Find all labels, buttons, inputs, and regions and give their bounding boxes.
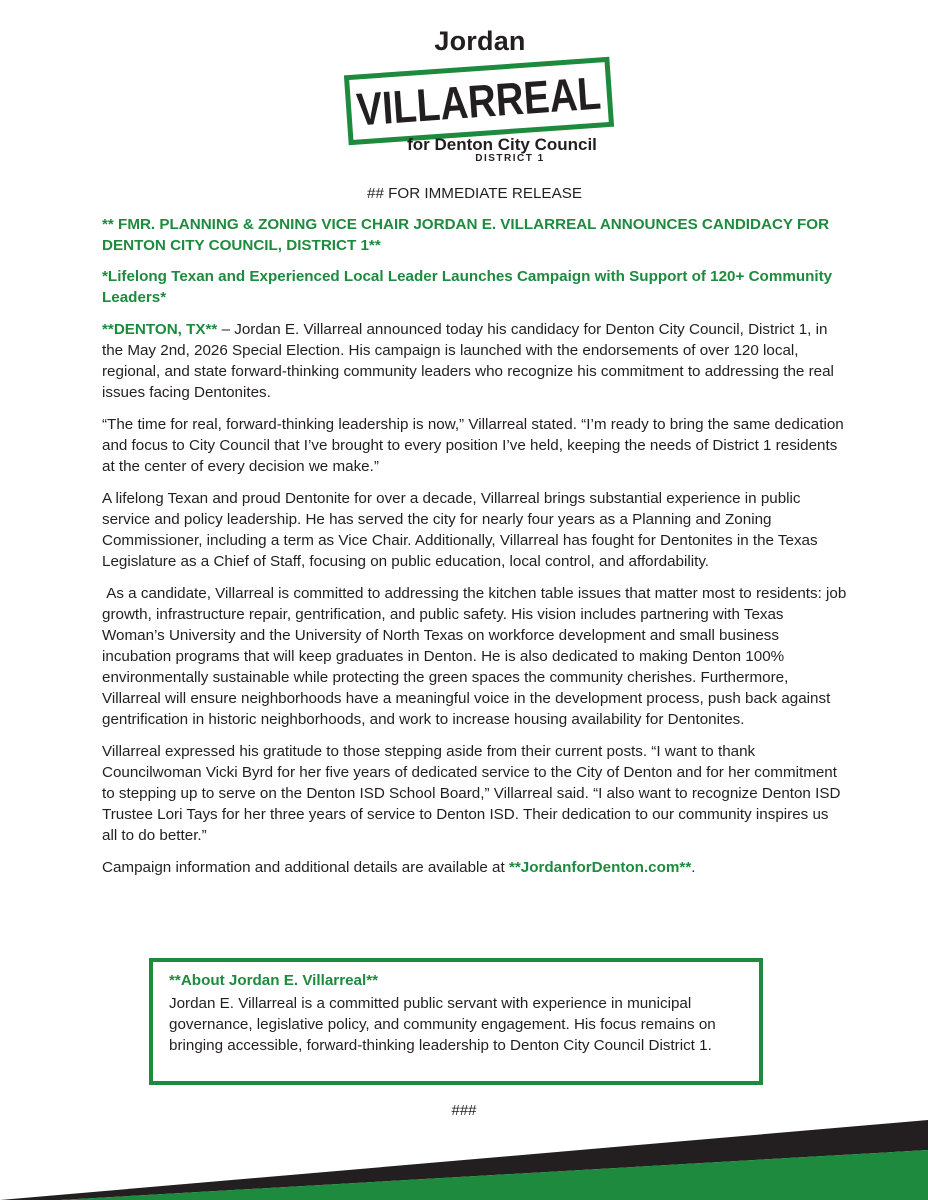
paragraph-1 xyxy=(102,319,847,403)
paragraph-4: As a candidate, Villarreal is committed to addressing the kitchen table issues that matter most to residents: job growth, infrastructure repair, gentrification, and public safety. His vision includes partnering with Texas Woman’s University and the University of North Texas on workforce development and small business incubation programs that will keep graduates in Denton. He is also dedicated to making Denton 100% environmentally sustainable while protecting the green spaces the community cherishes. Furthermore, Villarreal will ensure neighborhoods have a meaningful voice in the development process, push back against gentrification in historic neighborhoods, and work to increase housing availability for Dentonites. xyxy=(102,585,851,728)
logo-first-name: Jordan xyxy=(434,26,526,56)
footer-stripes xyxy=(0,1110,928,1200)
press-release-body xyxy=(102,183,851,889)
headline: ** FMR. PLANNING & ZONING VICE CHAIR JORDAN E. VILLARREAL ANNOUNCES CANDIDACY FOR DENTON CITY COUNCIL, DISTRICT 1** xyxy=(102,216,830,254)
about-text: Jordan E. Villarreal is a committed public servant with experience in municipal governance, legislative policy, and community engagement. His focus remains on bringing accessible, forward-thinking leadership to Denton City Council District 1. xyxy=(169,995,716,1054)
campaign-website-link[interactable]: **JordanforDenton.com** xyxy=(508,859,692,876)
campaign-logo xyxy=(340,20,620,165)
paragraph-2: “The time for real, forward-thinking leadership is now,” Villarreal stated. “I’m ready to bring the same dedication and focus to City Council that I’ve brought to every position I’ve held, keeping the needs of District 1 residents at the center of every decision we make.” xyxy=(102,416,844,475)
paragraph-5: Villarreal expressed his gratitude to those stepping aside from their current posts. “I want to thank Councilwoman Vicki Byrd for her five years of dedicated service to the City of Denton and for her commitment to stepping up to serve on the Denton ISD School Board,” Villarreal said. “I also want to recognize Denton ISD Trustee Lori Tays for her three years of service to Denton ISD. Their dedication to our community inspires us all to do better.” xyxy=(102,743,841,844)
about-title: **About Jordan E. Villarreal** xyxy=(169,972,379,989)
about-box xyxy=(149,958,763,1085)
dateline: **DENTON, TX** xyxy=(102,321,218,338)
logo-last-name: VILLARREAL xyxy=(355,66,603,136)
logo-name-box xyxy=(344,57,614,145)
release-label: ## FOR IMMEDIATE RELEASE xyxy=(367,185,582,202)
logo-district: DISTRICT 1 xyxy=(475,153,545,164)
paragraph-3: A lifelong Texan and proud Dentonite for over a decade, Villarreal brings substantial experience in public service and policy leadership. He has served the city for nearly four years as a Planning and Zoning Commissioner, including a term as Vice Chair. Additionally, Villarreal has fought for Dentonites in the Texas Legislature as a Chief of Staff, focusing on public education, local control, and affordability. xyxy=(102,490,818,570)
paragraph-6-end: . xyxy=(691,859,696,876)
logo-tagline: for Denton City Council xyxy=(407,135,597,154)
paragraph-1-text: – Jordan E. Villarreal announced today his candidacy for Denton City Council, District 1, in the May 2nd, 2026 Special Election. His campaign is launched with the endorsements of over 120 local, regional, and state forward-thinking community leaders who recognize his commitment to addressing the real issues facing Dentonites. xyxy=(102,321,834,401)
paragraph-6 xyxy=(102,857,847,878)
paragraph-6-text: Campaign information and additional details are available at xyxy=(102,859,509,876)
end-marker: ### xyxy=(451,1102,477,1119)
subheadline: *Lifelong Texan and Experienced Local Leader Launches Campaign with Support of 120+ Community Leaders* xyxy=(102,268,833,306)
